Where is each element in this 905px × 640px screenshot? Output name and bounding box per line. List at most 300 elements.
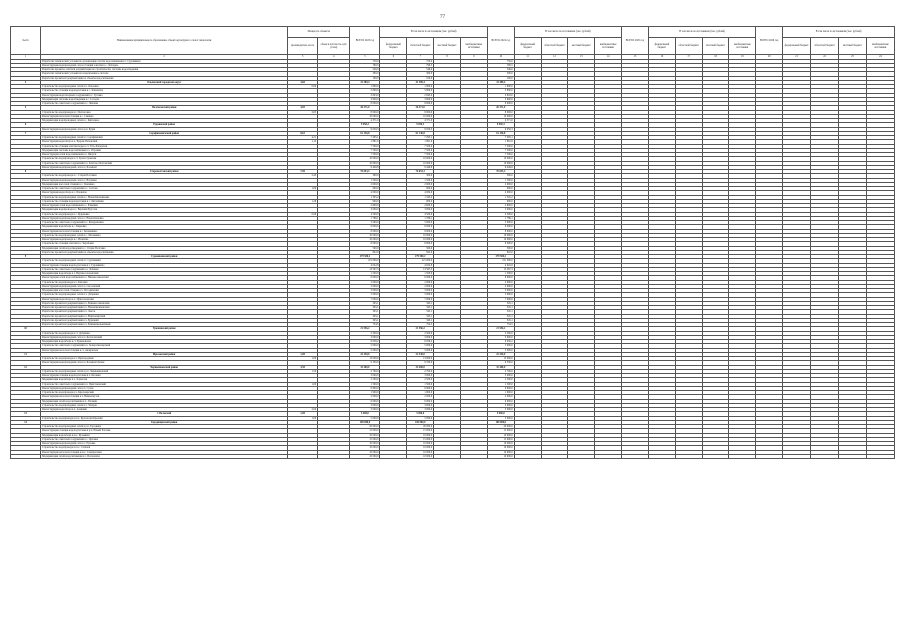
row-name: Модернизация водопроводных сетей в с. Кайсацкое [41,119,288,123]
row-total-2023: 1 500,0 [350,178,380,182]
row-name: Строительство водопровода в с. Курнаевка [41,212,288,216]
header-fed: федеральный бюджет [380,38,407,55]
row-total-2023: 5 000,0 [350,412,380,416]
row-name: Разработка проектной документации в х. Ближнемельничный [41,323,288,327]
row-reg-2023: 3 000,0 [407,408,434,412]
row-name: Строительство водопроводных сетей в г. Суровикино [41,259,288,263]
row-total-2024: 900,0 [487,199,514,203]
row-reg-2023: 900,0 [407,199,434,203]
row-reg-2023: 9 449,8 [407,165,434,169]
row-total-2023: 546,0 [350,68,380,72]
row-name: Строительство водопровода в пос. Краснооктябрьский [41,416,288,420]
row-name: Разработка проектной документации на объекты водоснабжения [41,76,288,80]
row-name: Фроловский район [41,352,288,356]
row-reg-2023: 22 330,0 [407,352,434,356]
row-reg-2023: 1 500,0 [407,382,434,386]
header-in-2025: В том числе по источникам (тыс. рублей) [648,27,755,38]
row-name: Реконструкция водопроводной сети в х. Большой Лычак [41,361,288,365]
row-productivity: 8,63 [288,131,318,135]
row-reg-2023: 3 000,0 [407,208,434,212]
row-name: Модернизация системы водоотведения в с. Солодча [41,97,288,101]
row-total-2023: 41 389,4 [350,80,380,84]
column-number: 2 [41,55,288,60]
row-total-2024: 2 700,0 [487,369,514,373]
row-total-2023: 100,0 [350,76,380,80]
row-total-2024: 1 500,0 [487,272,514,276]
row-total-2023: 6 000,0 [350,225,380,229]
row-name: Реконструкция водозабора в х. Буерак-Поповский [41,140,288,144]
row-name: Строительство очистных сооружений в с. Орловка [41,437,288,441]
row-total-2024: 15 000,0 [487,437,514,441]
column-number: 7 [407,55,434,60]
row-total-2024: 9 449,8 [487,165,514,169]
row-empty-cell [622,454,649,458]
row-total-2023: 9 449,8 [350,165,380,169]
row-number: 14 [11,420,41,424]
row-total-2024: 10 000,0 [487,454,514,458]
column-number: 6 [380,55,407,60]
row-total-2024: 345,1 [487,310,514,314]
row-total-2024: 20 000,0 [487,425,514,429]
row-empty-cell [729,454,756,458]
row-name: Реконструкция водопроводной сети в х. Сухов [41,386,288,390]
row-total-2023: 750,0 [350,59,380,63]
row-productivity: 3,60 [288,80,318,84]
row-name: Модернизация водозабора в пос. Кузьмичи [41,433,288,437]
row-name: Разработка проектной документации на объекты водоснабжения [41,250,288,254]
row-productivity: 1,50 [288,369,318,373]
row-reg-2023: 4 500,0 [407,212,434,216]
row-total-2023: 900,0 [350,187,380,191]
row-reg-2023: 7 500,0 [407,144,434,148]
row-reg-2023: 2 700,0 [407,369,434,373]
row-name: Реконструкция сетей водоснабжения в х. Нижнеосиновский [41,276,288,280]
row-total-2024: 546,0 [487,68,514,72]
row-total-2024: 2 000,0 [487,280,514,284]
row-total-2023: 22 330,0 [350,352,380,356]
column-number: 17 [675,55,702,60]
row-reg-2023: 2 000,0 [407,395,434,399]
row-reg-2023: 345,1 [407,306,434,310]
row-reg-2023: 32 400,0 [407,365,434,369]
row-total-2023: 10 000,0 [350,238,380,242]
row-reg-2023: 13 567,3 [407,267,434,271]
row-name: Старополтавский район [41,170,288,174]
column-number: 14 [595,55,622,60]
row-total-2024: 1 786,1 [487,216,514,220]
row-total-2024: 15 000,0 [487,429,514,433]
row-name: Строительство водопроводных сетей в р.п. Городище [41,425,288,429]
row-total-2023: 2 700,0 [350,369,380,373]
row-total-2023: 822,0 [350,250,380,254]
row-total-2024: 6 800,0 [487,386,514,390]
row-total-2024: 9 330,0 [487,361,514,365]
row-reg-2023: 76 653,3 [407,170,434,174]
row-total-2024: 7 000,0 [487,297,514,301]
row-total-2024: 5 000,0 [487,293,514,297]
row-reg-2023: 100,0 [407,76,434,80]
header-loc: местный бюджет [702,38,729,55]
row-total-2023: 1 500,0 [350,272,380,276]
column-number: 4 [318,55,350,60]
header-reg: областной бюджет [407,38,434,55]
page-number: 77 [440,15,445,20]
row-name: Руднянский район [41,123,288,127]
row-reg-2023: 10 000,0 [407,442,434,446]
row-name: Модернизация водозабора в х. Верхнесолоновский [41,272,288,276]
row-reg-2023: 8 000,0 [407,102,434,106]
row-total-2023: 5 000,0 [350,344,380,348]
row-total-2024: 3 000,0 [487,335,514,339]
row-total-2023: 20 000,0 [350,425,380,429]
row-fed-2023 [380,454,407,458]
row-name: Реконструкция водопроводной сети в х. Большой [41,165,288,169]
row-total-2024: 100 000,0 [487,420,514,424]
row-total-2024: 21 556,2 [487,327,514,331]
row-total-2023: 1 345,2 [350,195,380,199]
column-number: 21 [783,55,811,60]
row-number: 4 [11,80,41,84]
row-name: Строительство водопровода в х. Красноярский [41,391,288,395]
row-total-2024: 345,1 [487,314,514,318]
row-total-2023: 7 500,0 [350,144,380,148]
row-total-2023: 4 022,8 [350,263,380,267]
column-number: 13 [568,55,595,60]
row-reg-2023: 1 891,9 [407,140,434,144]
row-name: Строительство водопроводных сетей в с. Новая Квасниковка [41,195,288,199]
row-name: Разработка технических условий на подключение к системе [41,72,288,76]
row-total-2023: 9 050,3 [350,127,380,131]
row-reg-2023: 21 556,2 [407,327,434,331]
row-empty-cell [675,454,702,458]
row-total-2023: 345,1 [350,310,380,314]
row-reg-2023: 10 000,0 [407,114,434,118]
row-number: 7 [11,131,41,135]
row-reg-2023: 7 500,0 [407,148,434,152]
row-name: Строительство водопроводных сетей в с. Лятошинка [41,233,288,237]
row-number: 10 [11,327,41,331]
row-name: Модернизация сетей водоотведения в с. Старая Полтавка [41,246,288,250]
row-number: 8 [11,170,41,174]
row-name: Реконструкция водопроводной сети и станций очистки в с. Лобоцкое [41,63,288,67]
row-total-2024: 3 000,0 [487,408,514,412]
row-total-2024: 8 000,0 [487,102,514,106]
row-total-2023: 3 600,0 [350,97,380,101]
column-number: 1 [11,55,41,60]
row-name: Строительство водопровода в с. Старая Полтавка [41,174,288,178]
row-productivity: 2,43 [288,174,318,178]
row-name: Строительство водопровода в х. Качалин [41,280,288,284]
column-number: 23 [838,55,866,60]
row-number: 13 [11,412,41,416]
row-name: Модернизация водозабора в х. Тормосин [41,378,288,382]
header-loc: местный бюджет [568,38,595,55]
column-number: 8 [434,55,461,60]
row-name: Реконструкция сетей водоснабжения в х. Пичуги [41,153,288,157]
row-name: Реконструкция насосной станции в пос. Самофаловка [41,450,288,454]
row-total-2023: 10 000,0 [350,233,380,237]
row-total-2023: 900,0 [350,199,380,203]
row-total-2024: 1 891,9 [487,140,514,144]
row-total-2024: 2 000,0 [487,284,514,288]
row-total-2023: 1 900,0 [350,391,380,395]
row-reg-2023: 7 500,0 [407,153,434,157]
row-total-2024: 32 400,0 [487,365,514,369]
row-total-2024: 13 567,3 [487,267,514,271]
row-total-2024: 3 000,0 [487,403,514,407]
row-reg-2023: 221 000,0 [407,259,434,263]
row-reg-2023: 5 000,0 [407,221,434,225]
row-name: Разработка проектно-сметной документации на строительство системы водоотведения [41,68,288,72]
row-reg-2023: 822,0 [407,250,434,254]
row-total-2024: 2 000,0 [487,395,514,399]
header-power-prod: производитель ность [288,38,318,55]
row-empty-cell [541,454,568,458]
row-productivity: 0,90 [288,212,318,216]
row-empty-cell [568,454,595,458]
row-total-2024: 76 653,3 [487,170,514,174]
row-name: Строительство водопровода в г. Палласовка [41,110,288,114]
row-reg-2023: 10 000,0 [407,157,434,161]
row-total-2024: 790,5 [487,63,514,67]
row-total-2024: 2 843,0 [487,93,514,97]
header-reg: областной бюджет [811,38,839,55]
row-reg-2023: 5 000,0 [407,344,434,348]
row-reg-2023: 2 500,0 [407,378,434,382]
row-total-2023: 3 000,0 [350,335,380,339]
row-total-2023: 76 653,3 [350,170,380,174]
row-total-2023: 5 000,0 [350,416,380,420]
row-loc-2023 [434,454,461,458]
row-name: Урюпинский район [41,327,288,331]
row-productivity: 1,12 [288,140,318,144]
row-name: Реконструкция насосной станции в с. Савинка [41,114,288,118]
row-total-2024: 6 000,0 [487,399,514,403]
row-total-2023: 3 000,0 [350,374,380,378]
header-reg: областной бюджет [541,38,568,55]
row-total-2024: 26 371,0 [487,106,514,110]
row-name: Реконструкция водопроводной сети в с. Новотихоновка [41,216,288,220]
row-total-2024: 10 000,0 [487,433,514,437]
row-productivity: 1,00 [288,357,318,361]
row-name: Реконструкция водозабора в х. Пристеновский [41,297,288,301]
row-empty-cell [783,454,811,458]
row-name: Строительство водопроводных сетей в х. Добринка [41,293,288,297]
row-name: Суровикинский район [41,255,288,259]
row-total-2024: 1 345,2 [487,195,514,199]
row-total-2023: 5 800,0 [350,89,380,93]
row-name: Строительство очистных сооружений в х. Клетско-Почтовский [41,161,288,165]
row-number: 9 [11,255,41,259]
row-total-2023: 100 000,0 [350,420,380,424]
row-reg-2023: 2 000,0 [407,284,434,288]
row-total-2024: 7 500,0 [487,144,514,148]
row-total-2023: 2 843,0 [350,93,380,97]
row-reg-2023: 1 500,0 [407,272,434,276]
header-total-2024: ВСЕГО 2024 год [487,27,514,55]
row-name: Реконструкция водозаборных сооружений в с. Гусевка [41,93,288,97]
row-name: Строительство водопровода в ст. Трехостровская [41,157,288,161]
column-number: 18 [702,55,729,60]
row-name: Реконструкция насосной станции в х. Нижнегнутов [41,395,288,399]
row-total-2024: 345,1 [487,306,514,310]
row-reg-2023: 10 000,0 [407,446,434,450]
header-off: внебюджетные источники [595,38,622,55]
header-num: №п/п [11,27,41,55]
row-productivity [288,454,318,458]
row-reg-2023: 900,0 [407,187,434,191]
row-name: Строительство очистных сооружений в с. Липовка [41,102,288,106]
row-name: Палласовский район [41,106,288,110]
row-reg-2023: 10 000,0 [407,238,434,242]
row-reg-2023: 10 000,0 [407,433,434,437]
row-reg-2023: 5 000,0 [407,416,434,420]
row-name: Строительство водопровода в х. Пригородный [41,357,288,361]
column-number: 19 [729,55,756,60]
row-total-2024: 900,0 [487,187,514,191]
row-name: Разработка проектной документации в х. Бурацкий [41,318,288,322]
row-name: Строительство станции очистки воды в ст. Усть-Хоперская [41,144,288,148]
row-total-2024: 221 000,0 [487,259,514,263]
row-productivity: 2,05 [288,110,318,114]
header-loc: местный бюджет [838,38,866,55]
row-total-2023: 6 000,0 [350,399,380,403]
row-name: Строительство очистных сооружений в х. Лобакин [41,267,288,271]
row-total-2023: 3 000,0 [350,408,380,412]
row-reg-2023: 6 800,0 [407,386,434,390]
row-empty-cell [702,454,729,458]
row-total-2023: 279 500,2 [350,255,380,259]
row-total-2023: 2 500,0 [350,331,380,335]
row-name: Строительство станции водоподготовки в с. Зензеватка [41,89,288,93]
row-reg-2023: 8 000,0 [407,242,434,246]
header-fed: федеральный бюджет [783,38,811,55]
row-name: Модернизация сетей водоснабжения в с. Песковатка [41,454,288,458]
row-total-2024: 5 000,0 [487,221,514,225]
row-reg-2023: 3 000,0 [407,374,434,378]
row-name: Разработка проектной документации в х. Лысов [41,310,288,314]
row-name: Реконструкция водопроводной сети в с. Ерзовка [41,442,288,446]
row-reg-2023: 2 500,0 [407,331,434,335]
row-name: Модернизация сетей водоснабжения в х. Лобакин [41,399,288,403]
row-total-2024: 3 000,0 [487,289,514,293]
row-total-2024: 61 136,8 [487,131,514,135]
row-reg-2023: 6 000,0 [407,276,434,280]
row-productivity: 1,00 [288,187,318,191]
row-volume [318,454,350,458]
row-name: Строительство очистных сооружений в х. Пристеновский [41,382,288,386]
row-name: Реконструкция водозабора в х. Алешкин [41,408,288,412]
row-reg-2023: 13 000,0 [407,357,434,361]
row-reg-2023: 5 000,0 [407,348,434,352]
row-total-2023: 754,5 [350,323,380,327]
row-total-2023: 345,1 [350,314,380,318]
row-productivity: 4,21 [288,136,318,140]
row-total-2024: 8 000,0 [487,110,514,114]
row-total-2024: 8 000,0 [487,242,514,246]
row-total-2024: 10 000,0 [487,114,514,118]
row-total-2024: 2 500,0 [487,331,514,335]
row-total-2023: 5 000,0 [350,221,380,225]
row-reg-2023: 5 000,0 [407,293,434,297]
row-reg-2023: 1 800,0 [407,85,434,89]
row-total-2024: 750,0 [487,59,514,63]
row-total-2024: 41 389,4 [487,80,514,84]
header-reg: областной бюджет [675,38,702,55]
row-name: Серафимовичский район [41,131,288,135]
row-productivity: 2,00 [288,408,318,412]
row-total-2023: 8 000,0 [350,242,380,246]
column-number: 11 [514,55,541,60]
row-name: Реконструкция насосной станции в с. Колышкино [41,229,288,233]
row-total-2024: 10 000,0 [487,157,514,161]
row-total-2024: 4 500,0 [487,212,514,216]
row-empty-cell [838,454,866,458]
row-reg-2023: 3 000,0 [407,289,434,293]
header-loc: местный бюджет [434,38,461,55]
row-name: Модернизация насосной станции в х. Погодинский [41,289,288,293]
row-reg-2023: 1 786,1 [407,216,434,220]
row-total-2024: 10 000,0 [487,450,514,454]
row-total-2024: 5 000,0 [487,344,514,348]
row-total-2024: 345,1 [487,301,514,305]
row-total-2024: 1 800,0 [487,85,514,89]
row-total-2024: 300,0 [487,72,514,76]
row-productivity: 4,50 [288,365,318,369]
row-total-2023: 7 000,0 [350,297,380,301]
row-name: Модернизация водопровода в с. Верхний Еруслан [41,208,288,212]
row-reg-2023: 345,1 [407,318,434,322]
row-reg-2023: 3 000,0 [407,335,434,339]
row-total-2023: 9 050,3 [350,123,380,127]
row-total-2024: 500,0 [487,246,514,250]
row-productivity: 4,05 [288,106,318,110]
row-reg-2023: 8 000,0 [407,110,434,114]
row-reg-2023: 5 800,0 [407,89,434,93]
row-reg-2023: 500,0 [407,246,434,250]
row-name: Городищенский район [41,420,288,424]
column-number: 9 [460,55,487,60]
row-total-2023: 10 000,0 [350,450,380,454]
row-reg-2023: 279 500,2 [407,255,434,259]
row-reg-2023: 1 345,2 [407,195,434,199]
row-reg-2023: 100 000,0 [407,420,434,424]
row-total-2023: 2 000,0 [350,182,380,186]
row-empty-cell [866,454,894,458]
row-number: 6 [11,123,41,127]
row-name: Реконструкция водозабора в с. Иловатка [41,191,288,195]
row-name: Реконструкция станции водоподготовки в р.п. Новый Рогачик [41,429,288,433]
header-in-2024: В том числе по источникам (тыс. рублей) [514,27,621,38]
row-total-2023: 345,1 [350,301,380,305]
column-number: 16 [648,55,675,60]
row-total-2024: 822,0 [487,250,514,254]
row-name: Разработка проектной документации в х. Верхнечирский [41,314,288,318]
row-number: 5 [11,106,41,110]
row-reg-2023: 7 000,0 [407,297,434,301]
row-reg-2023: 6 000,0 [407,399,434,403]
column-number: 20 [756,55,783,60]
row-number [11,454,41,458]
row-total-2024: 2 500,0 [487,378,514,382]
row-reg-2023: 5 000,0 [407,412,434,416]
row-total-2023: 790,5 [350,63,380,67]
row-productivity: 1,00 [288,412,318,416]
row-total-2023: 9 330,0 [350,361,380,365]
row-reg-2023: 2 600,0 [407,204,434,208]
row-total-2023: 15 000,0 [350,437,380,441]
row-total-2024: 100,0 [487,76,514,80]
